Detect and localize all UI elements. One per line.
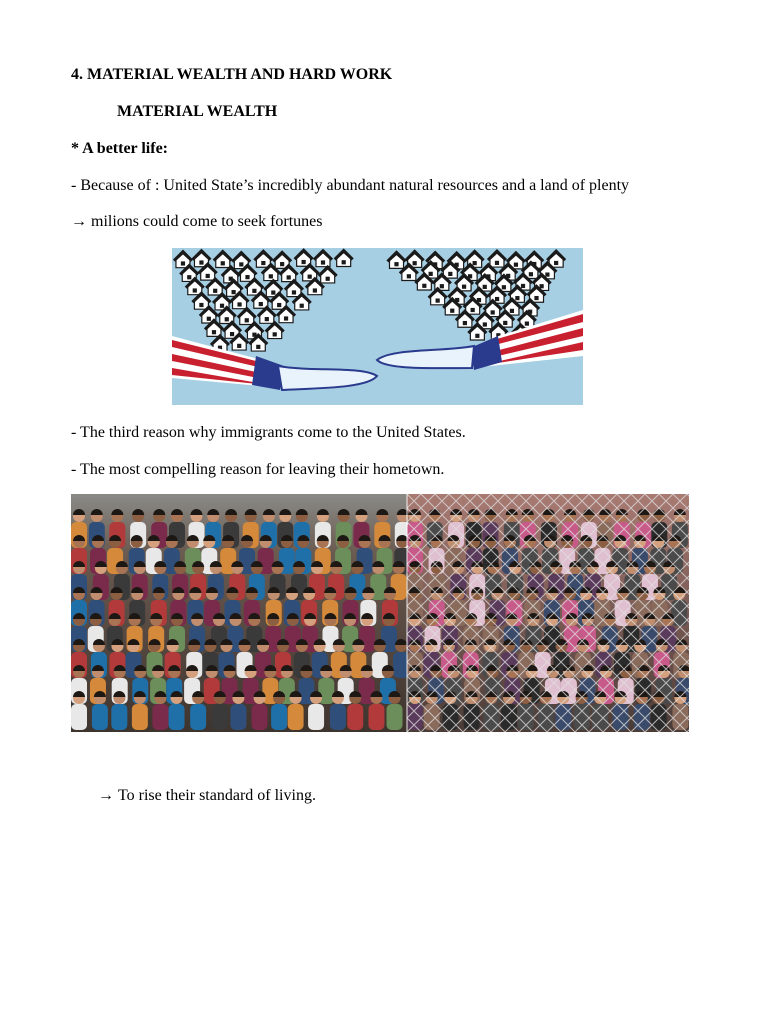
paragraph-fortunes: [71, 212, 323, 232]
right-arrow-icon: →: [98, 787, 114, 804]
standard-living-text: To rise their standard of living.: [118, 787, 316, 804]
paragraph-compelling-reason: - The most compelling reason for leaving their hometown.: [71, 461, 445, 478]
subsection-title: * A better life:: [71, 140, 169, 157]
section-title: MATERIAL WEALTH: [117, 103, 278, 120]
fortunes-text: milions could come to seek fortunes: [91, 213, 323, 230]
right-arrow-icon: →: [71, 213, 87, 230]
paragraph-standard-living: [98, 786, 316, 806]
paragraph-because-of: - Because of : United State’s incredibly abundant natural resources and a land of plenty: [71, 177, 630, 194]
migrants-photo-collage: [71, 494, 689, 732]
paragraph-third-reason: - The third reason why immigrants come to the United States.: [71, 424, 466, 441]
page-heading: 4. MATERIAL WEALTH AND HARD WORK: [71, 66, 393, 83]
houses-illustration: [172, 248, 583, 405]
